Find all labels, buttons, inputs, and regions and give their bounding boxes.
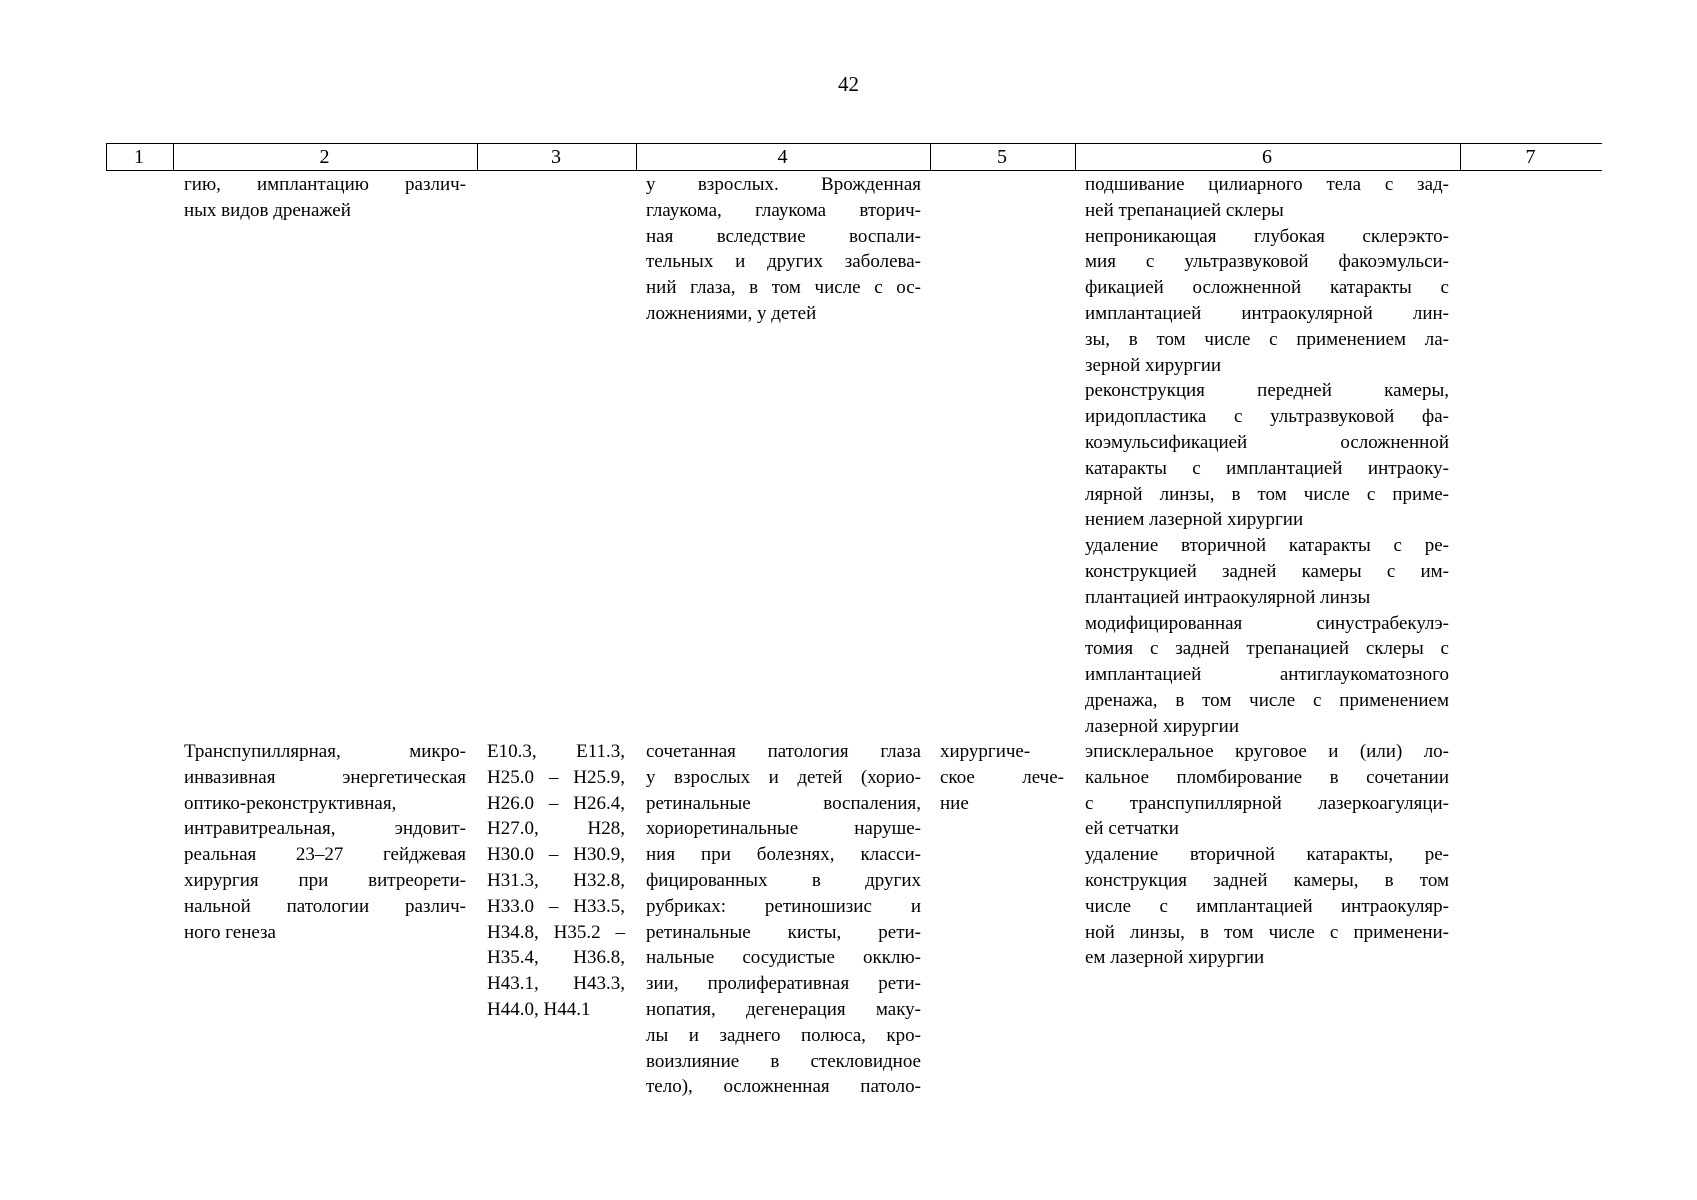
header-divider: [106, 143, 107, 171]
text-line: удаление вторичной катаракты с ре-: [1085, 535, 1449, 557]
procedure-item: [1085, 611, 1449, 740]
text-line: конструкцией задней камеры с им-: [1085, 560, 1449, 582]
text-line: H26.0 – H26.4,: [487, 792, 625, 814]
header-col-5: 5: [997, 146, 1007, 168]
header-col-3: 3: [551, 146, 561, 168]
text-line: гию, имплантацию различ-: [184, 174, 466, 195]
text-line: иридопластика с ультразвуковой фа-: [1085, 406, 1449, 428]
text-line: H33.0 – H33.5,: [487, 895, 625, 917]
text-line: подшивание цилиарного тела с зад-: [1085, 174, 1449, 195]
text-line: имплантацией интраокулярной лин-: [1085, 302, 1449, 324]
header-divider: [1075, 143, 1076, 171]
text-line: лазерной хирургии: [1085, 715, 1239, 737]
text-line: хирургия при витреорети-: [184, 869, 466, 891]
text-line: ское лече-: [940, 766, 1064, 788]
text-line: нопатия, дегенерация маку-: [646, 998, 921, 1020]
procedure-item: [1085, 842, 1449, 971]
text-line: модифицированная синустрабекулэ-: [1085, 612, 1449, 634]
text-line: хирургиче-: [940, 741, 1031, 762]
text-line: ретинальные кисты, рети-: [646, 921, 921, 943]
text-line: E10.3, E11.3,: [487, 741, 625, 762]
text-line: ная вследствие воспали-: [646, 225, 921, 247]
text-line: ние: [940, 792, 969, 814]
text-line: ния при болезнях, класси-: [646, 844, 921, 866]
text-line: зы, в том числе с применением ла-: [1085, 328, 1449, 350]
header-divider: [930, 143, 931, 171]
procedure-item: [1085, 533, 1449, 610]
text-line: H35.4, H36.8,: [487, 947, 625, 969]
text-line: ретинальные воспаления,: [646, 792, 921, 814]
text-line: H30.0 – H30.9,: [487, 844, 625, 866]
text-line: ем лазерной хирургии: [1085, 947, 1265, 969]
text-line: H25.0 – H25.9,: [487, 766, 625, 788]
procedure-item: [1085, 378, 1449, 533]
header-divider: [173, 143, 174, 171]
text-line: ложнениями, у детей: [646, 302, 817, 324]
text-line: непроникающая глубокая склерэкто-: [1085, 225, 1449, 247]
text-line: H43.1, H43.3,: [487, 973, 625, 995]
text-line: тело), осложненная патоло-: [646, 1076, 921, 1098]
text-line: мия с ультразвуковой факоэмульси-: [1085, 251, 1449, 273]
text-line: нальные сосудистые окклю-: [646, 947, 921, 969]
text-line: глаукома, глаукома вторич-: [646, 199, 921, 221]
text-line: H31.3, H32.8,: [487, 869, 625, 891]
header-col-7: 7: [1525, 146, 1536, 168]
text-line: нальной патологии различ-: [184, 895, 466, 917]
text-line: тельных и других заболева-: [646, 251, 921, 273]
text-line: H34.8, H35.2 –: [487, 921, 625, 943]
procedure-item: [1085, 172, 1449, 224]
text-line: Транспупиллярная, микро-: [184, 741, 466, 762]
cont-col4-text: [646, 172, 921, 327]
text-line: коэмульсификацией осложненной: [1085, 431, 1449, 453]
text-line: числе с имплантацией интраокуляр-: [1085, 895, 1449, 917]
text-line: удаление вторичной катаракты, ре-: [1085, 844, 1449, 866]
text-line: реальная 23–27 гейджевая: [184, 844, 466, 866]
text-line: имплантацией антиглаукоматозного: [1085, 664, 1449, 686]
treatment-methods: [1085, 739, 1449, 971]
table-header-row: [106, 143, 1602, 171]
text-line: кальное пломбирование в сочетании: [1085, 766, 1449, 788]
text-line: воизлияние в стекловидное: [646, 1050, 921, 1072]
text-line: томия с задней трепанацией склеры с: [1085, 638, 1449, 660]
text-line: лы и заднего полюса, кро-: [646, 1024, 921, 1046]
text-line: инвазивная энергетическая: [184, 766, 466, 788]
text-line: ных видов дренажей: [184, 199, 351, 221]
procedure-item: [1085, 739, 1449, 842]
text-line: рубриках: ретиношизис и: [646, 895, 921, 917]
header-divider: [1460, 143, 1461, 171]
text-line: ней трепанацией склеры: [1085, 199, 1284, 221]
text-line: ного генеза: [184, 921, 276, 943]
text-line: зии, пролиферативная рети-: [646, 973, 921, 995]
header-col-1: 1: [134, 146, 144, 168]
text-line: оптико-реконструктивная,: [184, 792, 397, 814]
header-col-6: 6: [1262, 146, 1272, 168]
text-line: ной линзы, в том числе с применени-: [1085, 921, 1449, 943]
text-line: дренажа, в том числе с применением: [1085, 689, 1449, 711]
text-line: лярной линзы, в том числе с приме-: [1085, 483, 1449, 505]
text-line: фицированных в других: [646, 869, 921, 891]
text-line: хориоретинальные наруше-: [646, 818, 921, 840]
header-col-4: 4: [777, 146, 788, 168]
header-divider: [636, 143, 637, 171]
text-line: интравитреальная, эндовит-: [184, 818, 466, 840]
text-line: с транспупиллярной лазеркоагуляци-: [1085, 792, 1449, 814]
text-line: у взрослых. Врожденная: [646, 174, 921, 195]
method-name: [184, 739, 466, 945]
text-line: у взрослых и детей (хорио-: [646, 766, 921, 788]
cont-col6-text: [1085, 172, 1449, 740]
page-number: 42: [838, 72, 859, 96]
text-line: катаракты с имплантацией интраоку-: [1085, 457, 1449, 479]
text-line: зерной хирургии: [1085, 354, 1222, 376]
text-line: реконструкция передней камеры,: [1085, 380, 1449, 402]
text-line: эписклеральное круговое и (или) ло-: [1085, 741, 1449, 762]
procedure-item: [1085, 224, 1449, 379]
text-line: H27.0, H28,: [487, 818, 625, 840]
text-line: ний глаза, в том числе с ос-: [646, 277, 921, 299]
diagnosis-model: [646, 739, 921, 1100]
header-col-2: 2: [319, 146, 330, 168]
text-line: ей сетчатки: [1085, 818, 1179, 840]
icd-codes: [487, 739, 625, 1023]
text-line: сочетанная патология глаза: [646, 741, 921, 762]
header-divider: [477, 143, 478, 171]
treatment-type: [940, 739, 1064, 816]
text-line: фикацией осложненной катаракты с: [1085, 277, 1449, 299]
cont-col2-text: [184, 172, 466, 224]
text-line: H44.0, H44.1: [487, 998, 591, 1020]
text-line: плантацией интраокулярной линзы: [1085, 586, 1371, 608]
text-line: нением лазерной хирургии: [1085, 509, 1304, 531]
text-line: конструкция задней камеры, в том: [1085, 869, 1449, 891]
